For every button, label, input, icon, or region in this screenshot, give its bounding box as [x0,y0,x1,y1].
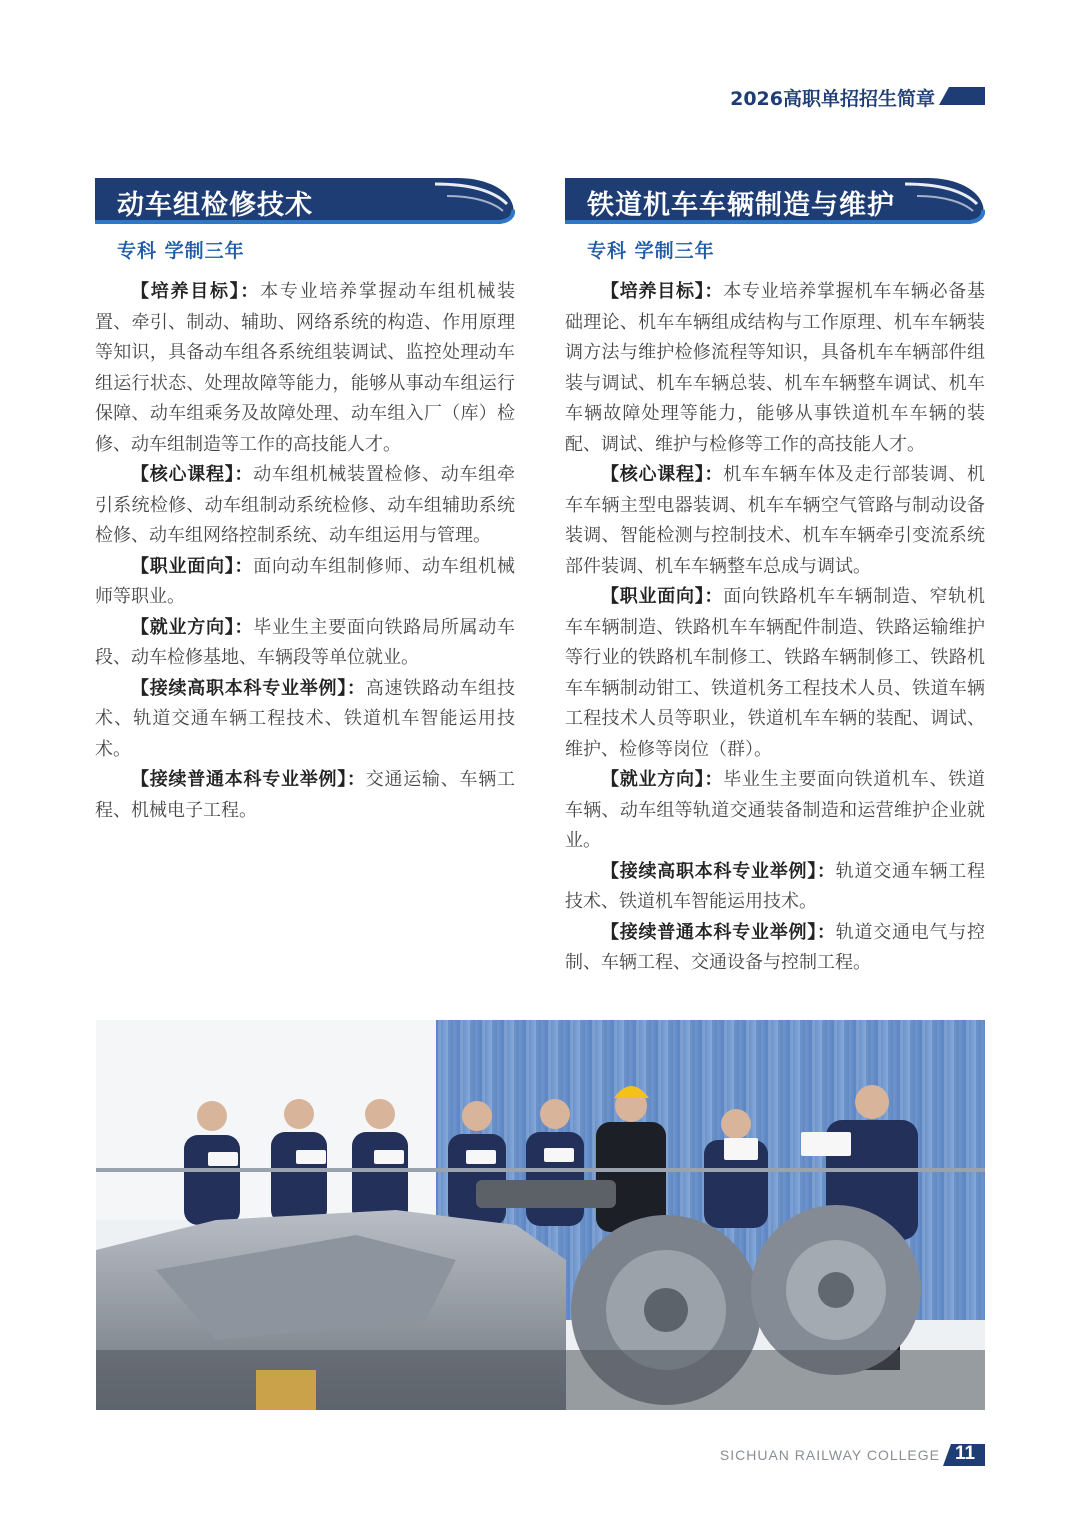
left-section-body [95,277,515,826]
header-accent-bar [939,87,985,105]
left-section-subtitle: 专科 学制三年 [117,240,245,262]
left-paragraph-higher-vocational: 【接续高职本科专业举例】：高速铁路动车组技术、轨道交通车辆工程技术、铁道机车智能运用技术。 [95,677,515,760]
right-section-banner [565,178,985,226]
right-paragraph-courses: 【核心课程】：机车车辆车体及走行部装调、机车车辆主型电器装调、机车车辆空气管路与制动设备装调、智能检测与控制技术、机车车辆牵引变流系统部件装调、机车车辆整车总成与调试。 [565,464,985,577]
right-section-title: 铁道机车车辆制造与维护 [587,190,895,221]
training-photo [96,1020,985,1410]
left-paragraph-career: 【职业面向】：面向动车组制修师、动车组机械师等职业。 [95,555,515,607]
right-paragraph-undergraduate: 【接续普通本科专业举例】：轨道交通电气与控制、车辆工程、交通设备与控制工程。 [565,921,985,973]
left-section-title: 动车组检修技术 [117,190,313,221]
right-column [565,178,985,979]
right-section-subtitle: 专科 学制三年 [587,240,715,262]
document-header-title: 2026高职单招招生简章 [730,88,935,110]
left-paragraph-courses: 【核心课程】：动车组机械装置检修、动车组牵引系统检修、动车组制动系统检修、动车组辅助系统检修、动车组网络控制系统、动车组运用与管理。 [95,464,515,546]
footer-page-number: 11 [954,1443,976,1464]
left-paragraph-goal: 【培养目标】：本专业培养掌握动车组机械装置、牵引、制动、辅助、网络系统的构造、作用原理等知识，具备动车组各系统组装调试、监控处理动车组运行状态、处理故障等能力，能够从事动车组运行保障、动车组乘务及故障处理、动车组入厂（库）检修、动车组制造等工作的高技能人才。 [95,281,516,455]
left-section-banner [95,178,515,226]
right-section-body [565,277,985,979]
right-paragraph-employment: 【就业方向】：毕业生主要面向铁道机车、铁道车辆、动车组等轨道交通装备制造和运营维护企业就业。 [565,769,985,851]
footer-college-name: SICHUAN RAILWAY COLLEGE [719,1447,940,1463]
right-paragraph-career: 【职业面向】：面向铁路机车车辆制造、窄轨机车车辆制造、铁路机车车辆配件制造、铁路运输维护等行业的铁路机车制修工、铁路车辆制修工、铁路机车车辆制动钳工、铁道机务工程技术人员、铁道车辆工程技术人员等职业，铁道机车车辆的装配、调试、维护、检修等岗位（群）。 [565,586,985,760]
left-paragraph-employment: 【就业方向】：毕业生主要面向铁路局所属动车段、动车检修基地、车辆段等单位就业。 [95,616,515,668]
left-paragraph-undergraduate: 【接续普通本科专业举例】：交通运输、车辆工程、机械电子工程。 [95,769,515,821]
left-column [95,178,515,826]
bogie-training-photo-illustration [96,1020,985,1410]
right-paragraph-goal: 【培养目标】：本专业培养掌握机车车辆必备基础理论、机车车辆组成结构与工作原理、机车车辆装调方法与维护检修流程等知识，具备机车车辆部件组装与调试、机车车辆总装、机车车辆整车调试、机车车辆故障处理等能力，能够从事铁道机车车辆的装配、调试、维护与检修等工作的高技能人才。 [565,281,985,455]
right-paragraph-higher-vocational: 【接续高职本科专业举例】：轨道交通车辆工程技术、铁道机车智能运用技术。 [565,860,985,912]
